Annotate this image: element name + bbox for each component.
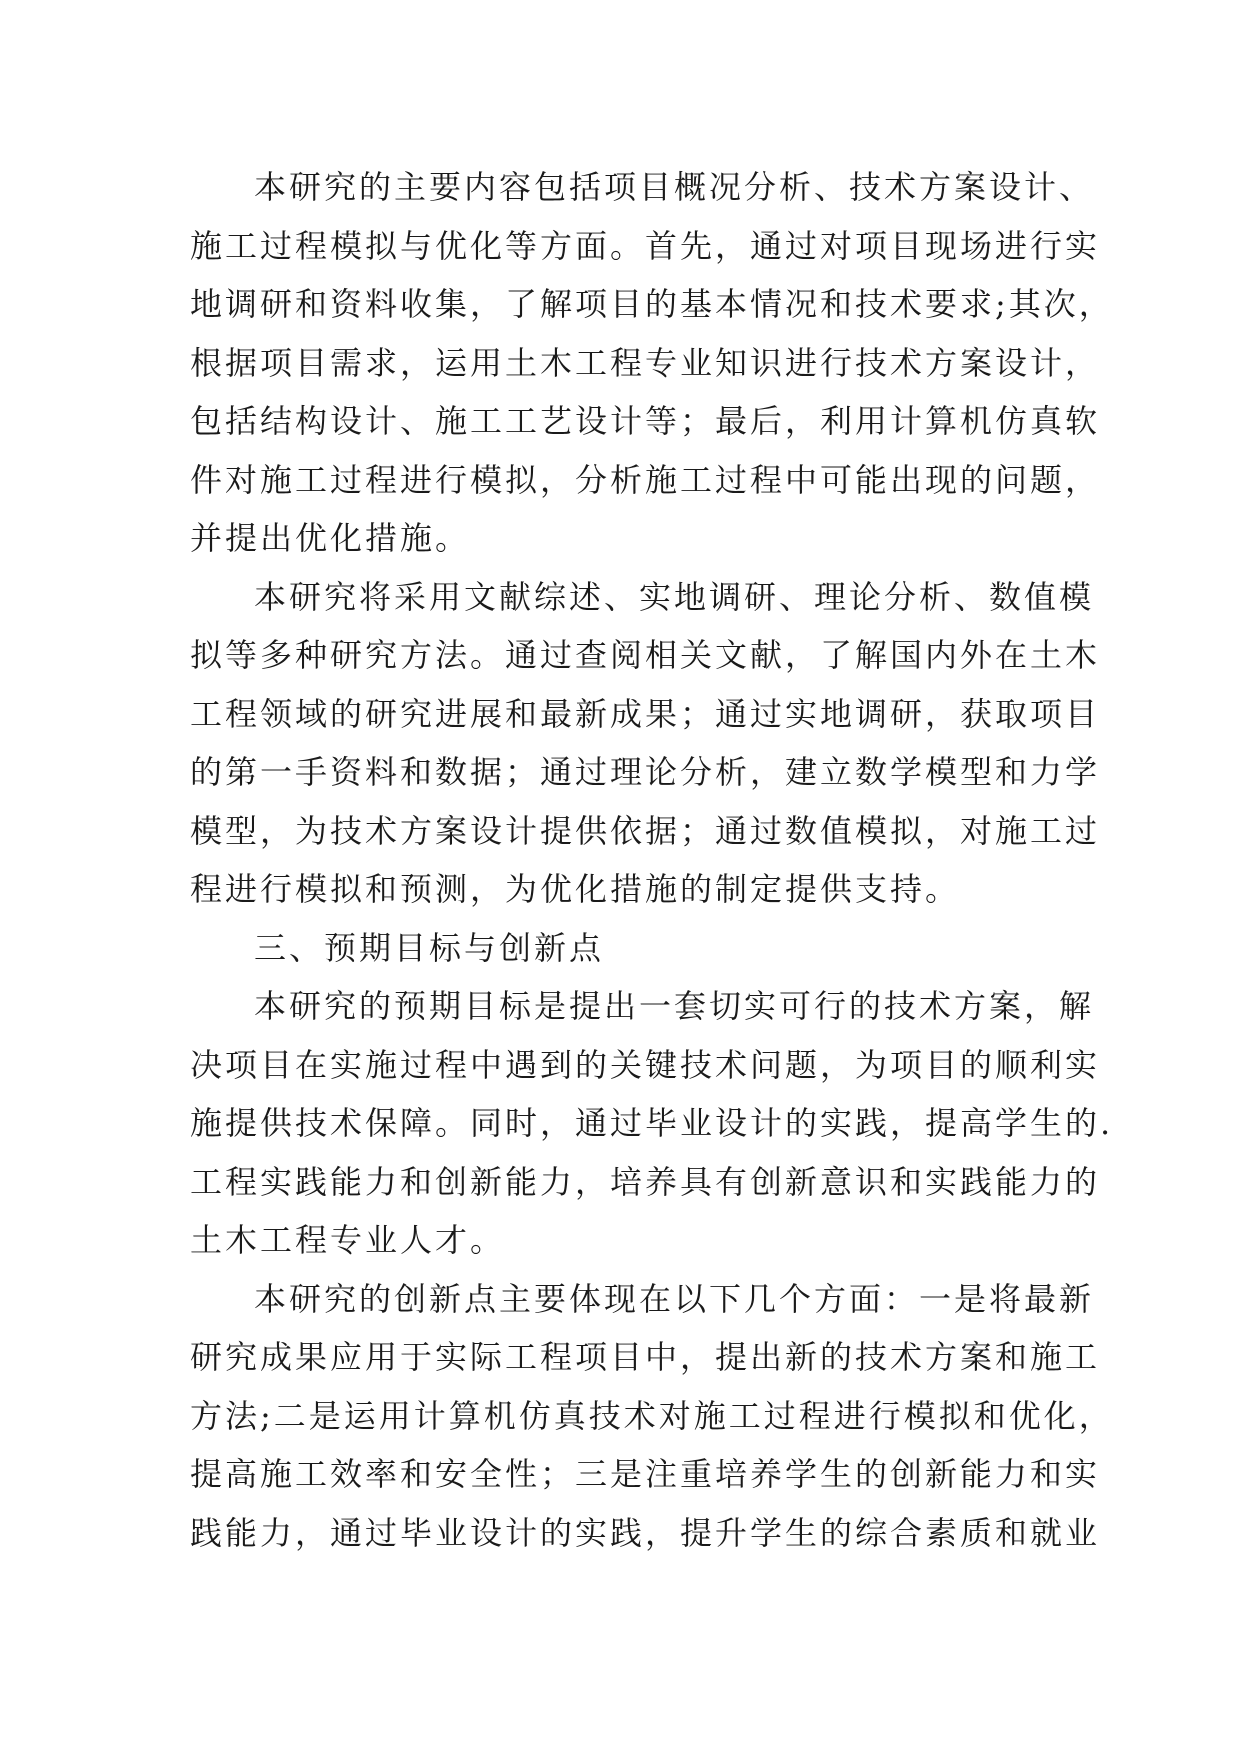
paragraph-content-overview	[190, 158, 1114, 568]
text-line: 本研究将采用文献综述、实地调研、理论分析、数值模	[254, 577, 1095, 616]
text-line: 根据项目需求，运用土木工程专业知识进行技术方案设计，	[190, 343, 1101, 382]
text-line: 包括结构设计、施工工艺设计等；最后，利用计算机仿真软	[190, 402, 1101, 440]
text-line: 并提出优化措施。	[190, 519, 471, 557]
text-line: 本研究的主要内容包括项目概况分析、技术方案设计、	[254, 168, 1095, 206]
text-line: 工程实践能力和创新能力，培养具有创新意识和实践能力的	[190, 1162, 1101, 1201]
text-line: 土木工程专业人才。	[190, 1221, 506, 1259]
text-line: 拟等多种研究方法。通过查阅相关文献，了解国内外在土木	[190, 636, 1101, 674]
paragraph-research-methods	[190, 568, 1101, 919]
text-line: 模型，为技术方案设计提供依据；通过数值模拟，对施工过	[190, 811, 1101, 850]
text-line: 工程领域的研究进展和最新成果；通过实地调研，获取项目	[190, 694, 1101, 733]
text-line: 施工过程模拟与优化等方面。首先，通过对项目现场进行实	[190, 226, 1101, 265]
text-line: 程进行模拟和预测，为优化措施的制定提供支持。	[190, 870, 961, 908]
text-line: 践能力，通过毕业设计的实践，提升学生的综合素质和就业	[190, 1513, 1101, 1552]
text-line: 件对施工过程进行模拟，分析施工过程中可能出现的问题，	[190, 460, 1101, 499]
text-line: 地调研和资料收集，了解项目的基本情况和技术要求;其次，	[190, 285, 1114, 323]
text-line: 施提供技术保障。同时，通过毕业设计的实践，提高学生的.	[190, 1104, 1114, 1142]
text-line: 本研究的预期目标是提出一套切实可行的技术方案，解	[254, 987, 1095, 1025]
section-heading-text: 三、预期目标与创新点	[254, 928, 605, 967]
text-line: 的第一手资料和数据；通过理论分析，建立数学模型和力学	[190, 753, 1101, 791]
text-line: 决项目在实施过程中遇到的关键技术问题，为项目的顺利实	[190, 1045, 1101, 1084]
text-line: 本研究的创新点主要体现在以下几个方面：一是将最新	[254, 1279, 1095, 1318]
paragraph-expected-goals	[190, 977, 1114, 1270]
paragraph-innovations	[190, 1270, 1114, 1563]
text-line: 方法;二是运用计算机仿真技术对施工过程进行模拟和优化，	[190, 1396, 1114, 1435]
text-line: 提高施工效率和安全性；三是注重培养学生的创新能力和实	[190, 1455, 1101, 1493]
document-body	[190, 158, 1114, 1562]
section-heading	[190, 919, 1070, 978]
text-line: 研究成果应用于实际工程项目中，提出新的技术方案和施工	[190, 1338, 1101, 1376]
